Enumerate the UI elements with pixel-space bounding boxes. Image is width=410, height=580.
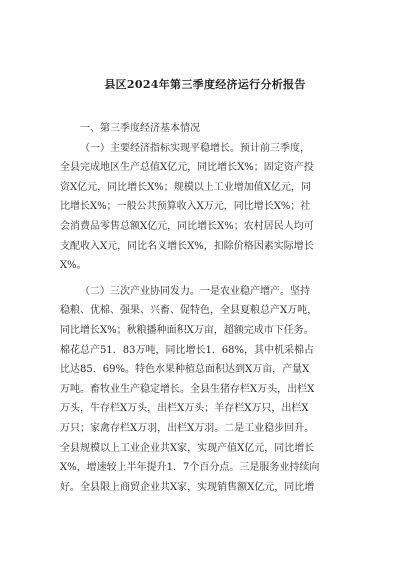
body-line: 万头，牛存栏X万头，出栏X万头；羊存栏X万只，出栏X xyxy=(60,403,309,415)
body-line: X%，增速较上半年提升1．7个百分点。三是服务业持续向 xyxy=(60,462,320,474)
body-line: 棉花总产51．83万吨，同比增长1．68%，其中机采棉占 xyxy=(60,344,315,356)
body-line: 会消费品零售总额X亿元，同比增长X%；农村居民人均可 xyxy=(60,220,314,232)
body-line: 全县完成地区生产总值X亿元，同比增长X%；固定资产投 xyxy=(60,162,314,174)
body-line: X%。 xyxy=(60,260,87,272)
body-line: 资X亿元，同比增长X%；规模以上工业增加值X亿元，同 xyxy=(60,181,311,193)
body-line: 稳粮、优棉、强果、兴畜、促特色，全县夏粮总产X万吨， xyxy=(60,305,318,317)
body-line: 同比增长X%；秋粮播种面积X万亩，超额完成市下任务。 xyxy=(60,324,314,336)
section-heading: 一、第三季度经济基本情况 xyxy=(80,123,200,134)
body-line: 比达85．69%。特色水果种植总面积达到X万亩，产量X xyxy=(60,364,310,376)
body-line: （一）主要经济指标实现平稳增长。预计前三季度， xyxy=(80,142,310,154)
body-line: （二）三次产业协同发力。一是农业稳产增产。坚持 xyxy=(80,285,310,297)
body-line: 比增长X%；一般公共预算收入X万元，同比增长X%；社 xyxy=(60,201,311,213)
body-line: 万吨。畜牧业生产稳定增长。全县生猪存栏X万头，出栏X xyxy=(60,383,315,395)
document-title: 县区2024年第三季度经济运行分析报告 xyxy=(104,78,306,91)
body-line: 全县规模以上工业企业共X家，实现产值X亿元，同比增长 xyxy=(60,442,315,454)
body-line: 支配收入X元，同比名义增长X%，扣除价格因素实际增长 xyxy=(60,240,314,252)
body-line: 万只；家禽存栏X万羽，出栏X万羽。二是工业稳步回升。 xyxy=(60,422,315,434)
document-body xyxy=(60,119,360,497)
body-line: 好。全县限上商贸企业共X家，实现销售额X亿元，同比增 xyxy=(60,481,315,493)
